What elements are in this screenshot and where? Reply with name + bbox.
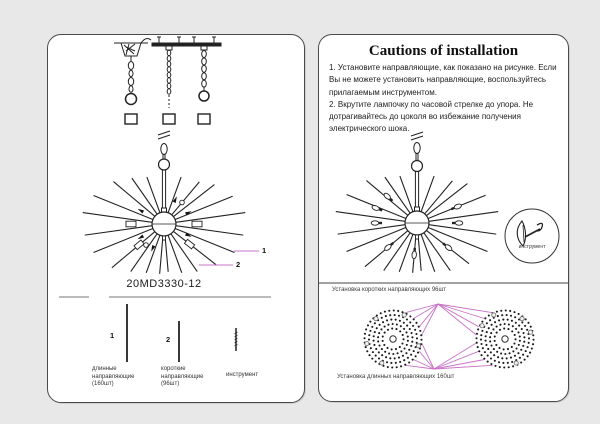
part-tool	[234, 328, 237, 351]
ceiling-bracket-ball-mount-icon	[187, 37, 221, 124]
left-panel-drawing	[48, 35, 304, 402]
part-1-number: 1	[110, 331, 115, 340]
part-2-label: короткие направляющие (96шт)	[161, 366, 204, 387]
callout-1-label: 1	[262, 246, 267, 255]
sputnik-chandelier-with-bulbs-drawing	[336, 132, 498, 273]
ceiling-hook-mount-icon	[114, 39, 151, 124]
ceiling-bracket-chain-mount-icon	[152, 37, 186, 124]
long-guides-diagram-label: Установка длинных направляющих 160шт	[337, 374, 455, 380]
right-panel-drawing	[319, 35, 568, 401]
short-guides-diagram-label: Установка коротких направляющих 96шт	[332, 287, 447, 293]
model-number-label: 20MD3330-12	[126, 278, 202, 290]
instruction-step-2: 2. Вкрутите лампочку по часовой стрелке до упора. Не дотрагивайтесь до цоколя во избежание получения электрического шока.	[329, 99, 534, 134]
sputnik-chandelier-drawing	[83, 131, 245, 274]
instruction-step-1: 1. Установите направляющие, как показано на рисунке. Если Вы не можете установить направляющие, воспользуйтесь прилагаемым инструментом.	[329, 63, 557, 97]
right-instruction-panel	[318, 34, 569, 402]
part-1-label: длинные направляющие (160шт)	[92, 366, 135, 387]
part-2-number: 2	[166, 335, 171, 344]
callout-2-label: 2	[236, 260, 241, 269]
panel-title: Cautions of installation	[368, 43, 519, 59]
tool-icon	[505, 209, 559, 263]
tool-icon-label: инструмент	[518, 244, 546, 250]
left-instruction-panel	[47, 34, 305, 403]
part-3-label: инструмент	[226, 372, 259, 378]
